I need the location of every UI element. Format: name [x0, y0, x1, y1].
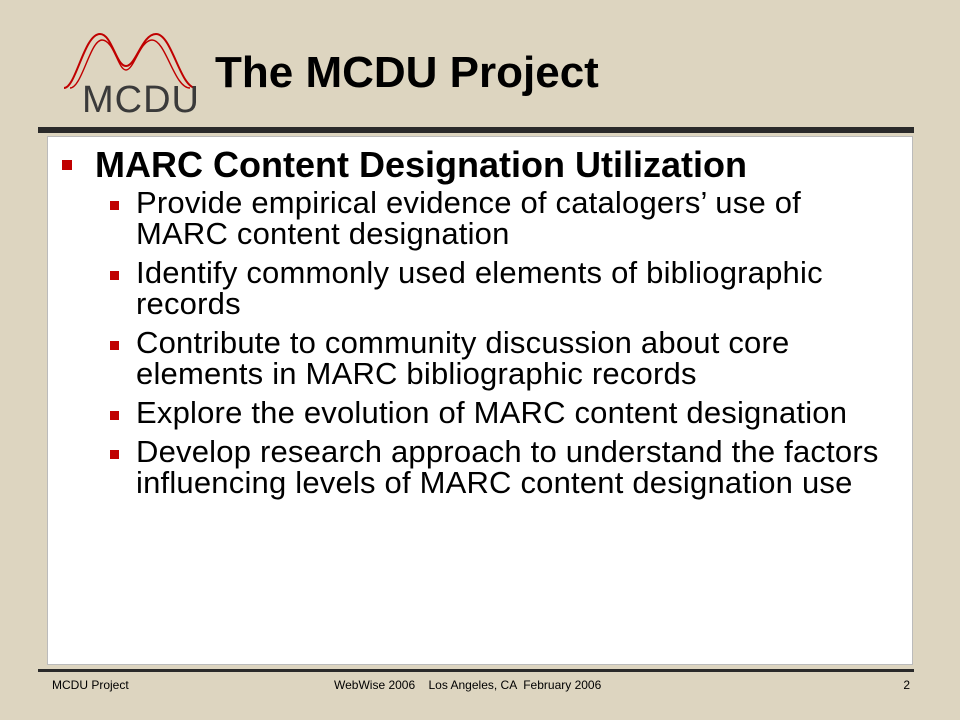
main-bullet [62, 143, 747, 187]
square-bullet-icon [110, 341, 119, 350]
square-bullet-icon [110, 450, 119, 459]
square-bullet-icon [110, 271, 119, 280]
sub-bullet [110, 327, 900, 389]
footer-event-info: WebWise 2006 Los Angeles, CA February 2006 [334, 678, 602, 692]
footer-divider [38, 669, 914, 672]
sub-bullet [110, 187, 900, 249]
footer-page-number: 2 [903, 678, 910, 692]
sub-bullet [110, 397, 900, 428]
sub-bullet-text: Develop research approach to understand the factors influencing levels of MARC content designation use [136, 434, 879, 500]
footer-project-name: MCDU Project [52, 678, 129, 692]
slide-title: The MCDU Project [215, 48, 599, 97]
sub-bullet-list [110, 187, 900, 506]
square-bullet-icon [110, 201, 119, 210]
sub-bullet [110, 257, 900, 319]
square-bullet-icon [110, 411, 119, 420]
main-bullet-text: MARC Content Designation Utilization [95, 144, 747, 185]
sub-bullet-text: Identify commonly used elements of bibliographic records [136, 255, 823, 321]
logo-text: MCDU [82, 79, 200, 121]
title-divider [38, 127, 914, 133]
sub-bullet-text: Contribute to community discussion about core elements in MARC bibliographic records [136, 325, 790, 391]
sub-bullet-text: Explore the evolution of MARC content designation [136, 395, 848, 430]
sub-bullet-text: Provide empirical evidence of catalogers’ use of MARC content designation [136, 185, 801, 251]
mcdu-logo [62, 26, 202, 121]
content-panel [47, 136, 913, 665]
square-bullet-icon [62, 160, 72, 170]
sub-bullet [110, 436, 900, 498]
